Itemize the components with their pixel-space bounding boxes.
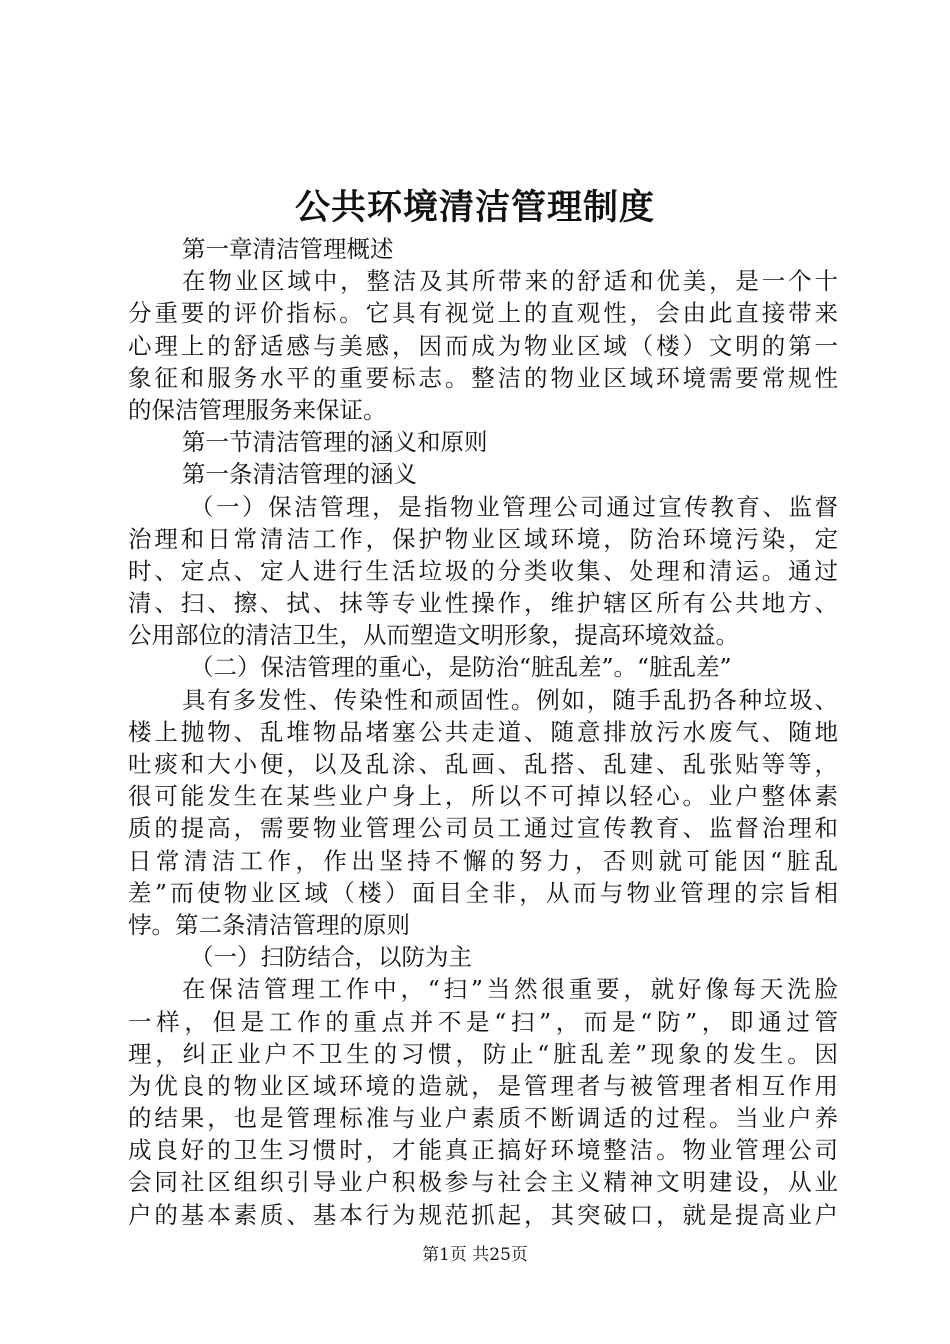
paragraph-line: 的结果，也是管理标准与业户素质不断调适的过程。当业户养 <box>128 1104 838 1133</box>
paragraph-line: 悖。第二条清洁管理的原则 <box>128 910 410 939</box>
paragraph-line: 治理和日常清洁工作，保护物业区域环境，防治环境污染，定 <box>128 524 838 553</box>
article-heading: 第一条清洁管理的涵义 <box>182 460 417 489</box>
paragraph-line: 日常清洁工作，作出坚持不懈的努力，否则就可能因“脏乱 <box>128 846 838 875</box>
paragraph-line: 为优良的物业区域环境的造就，是管理者与被管理者相互作用 <box>128 1071 838 1100</box>
chapter-heading: 第一章清洁管理概述 <box>182 235 394 263</box>
paragraph-line: 楼上抛物、乱堆物品堵塞公共走道、随意排放污水废气、随地 <box>128 717 838 746</box>
paragraph-line: 心理上的舒适感与美感，因而成为物业区域（楼）文明的第一 <box>128 331 838 360</box>
paragraph-line: 具有多发性、传染性和顽固性。例如，随手乱扔各种垃圾、 <box>182 685 838 714</box>
paragraph-line: 质的提高，需要物业管理公司员工通过宣传教育、监督治理和 <box>128 814 838 843</box>
paragraph-line: 理，纠正业户不卫生的习惯，防止“脏乱差”现象的发生。因 <box>128 1039 838 1068</box>
paragraph-line: 在物业区域中，整洁及其所带来的舒适和优美，是一个十 <box>182 267 838 296</box>
paragraph-line: 时、定点、定人进行生活垃圾的分类收集、处理和清运。通过 <box>128 556 838 585</box>
paragraph-line: 很可能发生在某些业户身上，所以不可掉以轻心。业户整体素 <box>128 782 838 811</box>
paragraph-line: 分重要的评价指标。它具有视觉上的直观性，会由此直接带来 <box>128 299 838 328</box>
paragraph-line: 户的基本素质、基本行为规范抓起，其突破口，就是提高业户 <box>128 1200 838 1229</box>
principle-heading: （一）扫防结合，以防为主 <box>190 943 472 972</box>
paragraph-line: 成良好的卫生习惯时，才能真正搞好环境整洁。物业管理公司 <box>128 1136 838 1165</box>
paragraph-line: 差”而使物业区域（楼）面目全非，从而与物业管理的宗旨相 <box>128 878 838 907</box>
paragraph-line: 象征和服务水平的重要标志。整洁的物业区域环境需要常规性 <box>128 363 838 392</box>
document-body <box>128 233 838 1231</box>
document-title: 公共环境清洁管理制度 <box>294 187 655 228</box>
page-number-footer: 第1页 共25页 <box>422 1245 528 1265</box>
paragraph-line: 吐痰和大小便，以及乱涂、乱画、乱搭、乱建、乱张贴等等， <box>128 750 838 778</box>
paragraph-line: 清、扫、擦、拭、抹等专业性操作，维护辖区所有公共地方、 <box>128 589 838 618</box>
section-heading: 第一节清洁管理的涵义和原则 <box>182 428 488 457</box>
paragraph-line: 在保洁管理工作中，“扫”当然很重要，就好像每天洗脸 <box>182 975 838 1004</box>
paragraph-line: 公用部位的清洁卫生，从而塑造文明形象，提高环境效益。 <box>128 621 739 650</box>
paragraph-line: 会同社区组织引导业户积极参与社会主义精神文明建设，从业 <box>128 1168 838 1197</box>
paragraph-line: 的保洁管理服务来保证。 <box>128 395 387 424</box>
paragraph-line: （一）保洁管理，是指物业管理公司通过宣传教育、监督 <box>190 492 838 521</box>
paragraph-line: 一样，但是工作的重点并不是“扫”，而是“防”，即通过管 <box>128 1007 838 1036</box>
paragraph-line: （二）保洁管理的重心，是防治“脏乱差”。“脏乱差” <box>190 653 732 682</box>
